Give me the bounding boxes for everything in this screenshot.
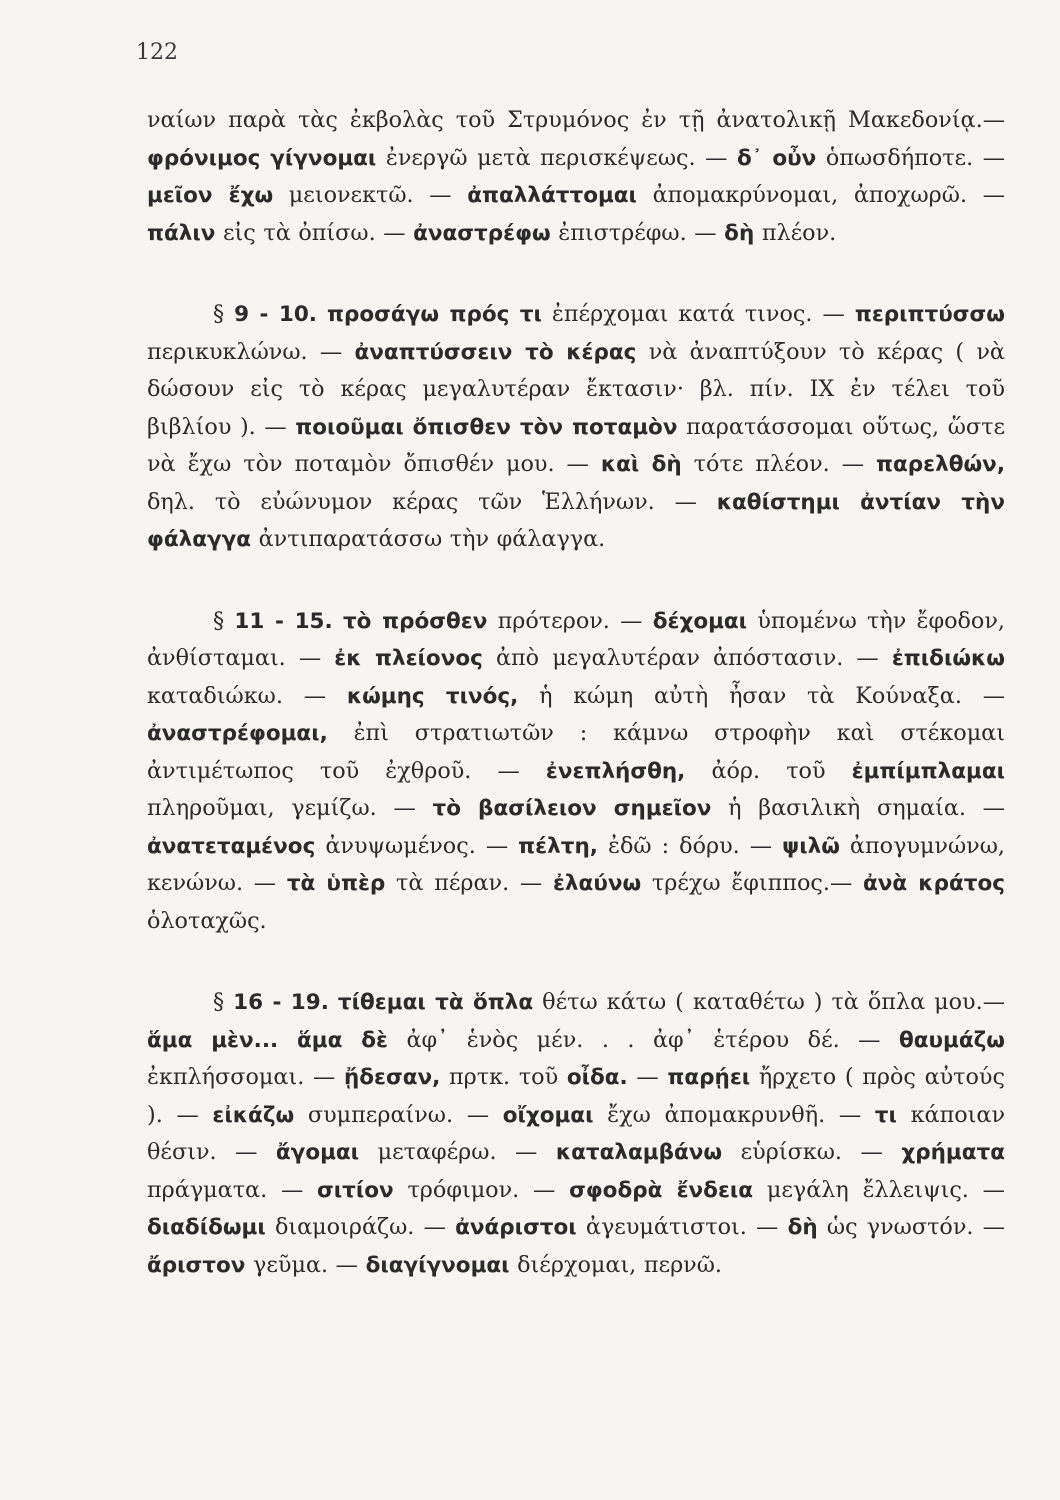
- headword: ἀναπτύσσειν τὸ κέρας: [354, 339, 637, 365]
- headword: σιτίον: [317, 1177, 394, 1203]
- gloss-text: ἡ κώμη αὐτὴ ἦσαν τὰ Κούναξα. —: [518, 682, 1005, 709]
- gloss-text: §: [213, 607, 235, 634]
- headword: ποιοῦμαι ὄπισθεν τὸν ποταμὸν: [295, 414, 678, 440]
- gloss-text: θέτω κάτω ( καταθέτω ) τὰ ὅπλα μου.—: [533, 989, 1005, 1015]
- gloss-text: ἀνυψωμένος. —: [315, 832, 519, 859]
- gloss-text: διαμοιράζω. —: [265, 1214, 456, 1240]
- headword: διαδίδωμι: [147, 1215, 266, 1240]
- headword: πέλτη,: [518, 833, 598, 859]
- headword: 11 - 15.: [234, 608, 333, 634]
- headword: φρόνιμος γίγνομαι: [147, 145, 377, 171]
- gloss-text: μεταφέρω. —: [359, 1139, 556, 1165]
- headword: ἀνάριστοι: [455, 1215, 577, 1240]
- gloss-text: ἀπὸ μεγαλυτέραν ἀπόστασιν. —: [482, 645, 892, 671]
- gloss-text: [317, 301, 327, 327]
- gloss-text: ἐκπλήσσομαι. —: [147, 1064, 344, 1090]
- gloss-text: ὁλοταχῶς.: [147, 907, 267, 934]
- gloss-text: §: [213, 301, 235, 327]
- gloss-text: §: [213, 989, 234, 1015]
- headword: σφοδρὰ ἔνδεια: [569, 1177, 754, 1203]
- gloss-text: ὁπωσδήποτε. —: [816, 144, 1005, 171]
- gloss-text: τὰ πέραν. —: [385, 870, 553, 896]
- gloss-text: ἀπομακρύνομαι, ἀποχωρῶ. —: [636, 182, 1005, 208]
- headword: τι: [874, 1102, 897, 1128]
- headword: ψιλῶ: [782, 833, 840, 859]
- headword: ἐνεπλήσθη,: [545, 758, 686, 784]
- gloss-text: εὑρίσκω. —: [722, 1139, 902, 1165]
- gloss-text: [329, 989, 338, 1015]
- gloss-text: ὡς γνωστόν. —: [817, 1214, 1005, 1240]
- headword: ἄγομαι: [275, 1140, 360, 1165]
- gloss-text: ἀγευμάτιστοι. —: [576, 1214, 788, 1240]
- gloss-text: πράγματα. —: [147, 1176, 318, 1203]
- gloss-text: τρέχω ἔφιππος.—: [641, 870, 863, 896]
- gloss-text: διέρχομαι, περνῶ.: [509, 1251, 722, 1278]
- headword: ᾔδεσαν,: [343, 1065, 441, 1090]
- headword: δὴ: [787, 1215, 818, 1240]
- headword: τὸ βασίλειον σημεῖον: [432, 796, 712, 821]
- headword: ἐμπίμπλαμαι: [851, 758, 1005, 784]
- gloss-text: ἔχω ἀπομακρυνθῆ. —: [593, 1101, 875, 1128]
- headword: ἐλαύνω: [552, 871, 642, 896]
- headword: χρήματα: [901, 1140, 1005, 1165]
- headword: ἐπιδιώκω: [891, 646, 1005, 671]
- gloss-text: πρτκ. τοῦ: [440, 1064, 567, 1090]
- gloss-text: παρατάσσομαι οὕτως, ὥστε νὰ ἔχω τὸν ποταμὸν ὄπισθέν μου. —: [147, 413, 1006, 477]
- headword: ἀναστρέφω: [413, 220, 551, 246]
- gloss-text: ναίων παρὰ τὰς ἐκβολὰς τοῦ Στρυμόνος ἐν τῇ ἀνατολικῇ Μακεδονίᾳ.—: [147, 107, 1005, 133]
- gloss-text: μεγάλη ἔλλειψις. —: [753, 1176, 1005, 1203]
- gloss-text: πρότερον. —: [487, 607, 653, 634]
- gloss-text: ἐνεργῶ μετὰ περισκέψεως. —: [376, 144, 737, 171]
- gloss-text: ἡ βασιλικὴ σημαία. —: [711, 795, 1005, 821]
- gloss-text: [333, 608, 343, 634]
- headword: 16 - 19.: [233, 990, 329, 1015]
- gloss-text: κάποιαν θέσιν. —: [147, 1101, 1005, 1165]
- paragraph: [147, 102, 1005, 252]
- headword: ἀνὰ κράτος: [862, 871, 1005, 896]
- headword: οἶδα.: [566, 1065, 628, 1090]
- headword: περιπτύσσω: [854, 302, 1005, 327]
- gloss-text: ἀντιπαρατάσσω τὴν φάλαγγα.: [251, 526, 606, 552]
- headword: εἰκάζω: [212, 1102, 295, 1128]
- headword: πάλιν: [147, 220, 216, 246]
- gloss-text: —: [627, 1064, 668, 1090]
- headword: προσάγω πρός τι: [327, 302, 542, 327]
- headword: ἄριστον: [147, 1252, 246, 1278]
- gloss-text: ἀφ᾽ ἑνὸς μέν. . . ἀφ᾽ ἑτέρου δέ. —: [388, 1026, 899, 1053]
- paragraph: [147, 984, 1005, 1284]
- gloss-text: πλέον.: [754, 219, 837, 246]
- page-number: 122: [136, 40, 178, 65]
- headword: καὶ δὴ: [600, 452, 682, 477]
- gloss-text: νὰ ἀναπτύξουν τὸ κέρας ( νὰ δώσουν εἰς τὸ κέρας μεγαλυτέραν ἔκτασιν· βλ. πίν. IX ἐν τέλει τοῦ βιβλίου ). —: [147, 338, 1005, 440]
- headword: ἅμα μὲν... ἅμα δὲ: [147, 1027, 389, 1053]
- headword: παρελθών,: [875, 452, 1005, 477]
- headword: καθίστημι ἀντίαν τὴν φάλαγγα: [147, 489, 1005, 552]
- headword: ἀπαλλάττομαι: [467, 183, 637, 208]
- paragraph: [147, 603, 1005, 941]
- headword: παρῄει: [667, 1065, 751, 1090]
- headword: τίθεμαι τὰ ὅπλα: [337, 990, 534, 1015]
- headword: δέχομαι: [652, 608, 748, 634]
- gloss-text: ἤρχετο ( πρὸς αὐτούς ). —: [147, 1064, 1005, 1128]
- headword: θαυμάζω: [898, 1027, 1005, 1053]
- headword: ἀνατεταμένος: [147, 833, 316, 859]
- headword: δὴ: [724, 220, 755, 246]
- gloss-text: περικυκλώνω. —: [147, 338, 355, 365]
- gloss-text: τρόφιμον. —: [393, 1176, 570, 1203]
- headword: ἀναστρέφομαι,: [147, 721, 328, 746]
- headword: οἴχομαι: [502, 1102, 594, 1128]
- gloss-text: ἀπογυμνώνω, κενώνω. —: [147, 832, 1005, 896]
- gloss-text: συμπεραίνω. —: [294, 1101, 503, 1128]
- headword: ἐκ πλείονος: [334, 646, 483, 671]
- headword: τὰ ὑπὲρ: [286, 871, 386, 896]
- headword: κώμης τινός,: [346, 683, 519, 709]
- gloss-text: ἐδῶ : δόρυ. —: [597, 832, 783, 859]
- headword: καταλαμβάνω: [555, 1140, 723, 1165]
- headword: 9 - 10.: [234, 302, 317, 327]
- gloss-text: ἐπιστρέφω. —: [550, 219, 725, 246]
- headword: δ᾽ οὖν: [736, 145, 817, 171]
- gloss-text: δηλ. τὸ εὐώνυμον κέρας τῶν Ἑλλήνων. —: [147, 488, 717, 515]
- paragraph: [147, 296, 1005, 559]
- gloss-text: ὑπομένω τὴν ἔφοδον, ἀνθίσταμαι. —: [147, 607, 1006, 671]
- gloss-text: τότε πλέον. —: [681, 451, 876, 477]
- gloss-text: εἰς τὰ ὀπίσω. —: [215, 219, 414, 246]
- gloss-text: καταδιώκω. —: [147, 682, 347, 709]
- headword: τὸ πρόσθεν: [342, 608, 488, 634]
- headword: μεῖον ἔχω: [147, 183, 274, 208]
- gloss-text: ἐπέρχομαι κατά τινος. —: [541, 301, 855, 327]
- headword: διαγίγνομαι: [365, 1252, 510, 1278]
- gloss-text: γεῦμα. —: [245, 1251, 366, 1278]
- page-content: [147, 102, 1005, 1284]
- gloss-text: ἀόρ. τοῦ: [685, 757, 852, 784]
- gloss-text: πληροῦμαι, γεμίζω. —: [147, 795, 433, 821]
- gloss-text: ἐπὶ στρατιωτῶν : κάμνω στροφὴν καὶ στέκομαι ἀντιμέτωπος τοῦ ἐχθροῦ. —: [147, 720, 1005, 784]
- gloss-text: μειονεκτῶ. —: [273, 182, 468, 208]
